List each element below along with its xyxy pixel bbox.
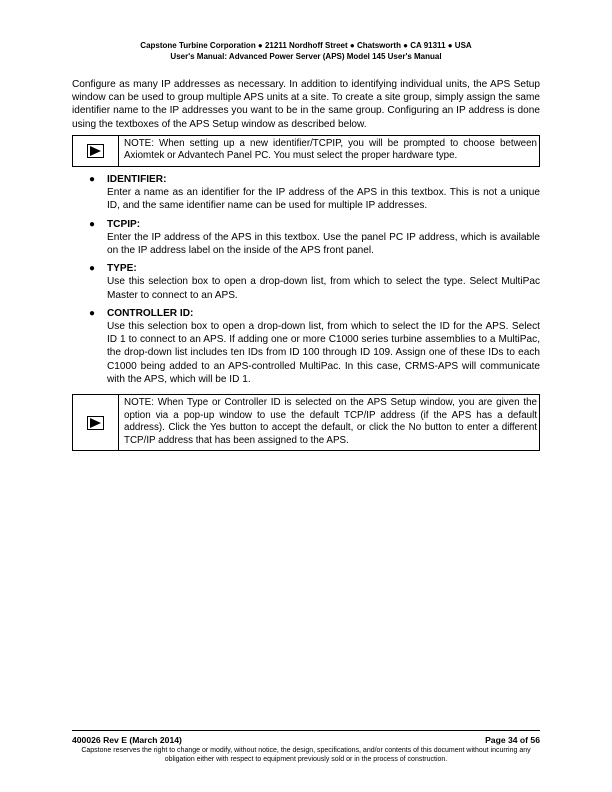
- note-text: NOTE: When setting up a new identifier/TCPIP, you will be prompted to choose between Axiomtek or Advantech Panel PC. You must select the proper hardware type.: [124, 137, 537, 162]
- document-number: 400026 Rev E (March 2014): [72, 735, 182, 745]
- arrow-right-icon: [87, 416, 104, 430]
- intro-paragraph: Configure as many IP addresses as necessary. In addition to identifying individual units, the APS Setup window can be used to group multiple APS units at a site. To create a site group, simply assign the same identifier name to the IP addresses you want to be in the same group. Configuring an IP address is done using the textboxes of the APS Setup window as described below.: [72, 79, 540, 130]
- note-icon-cell: [73, 136, 119, 166]
- note-icon-cell: [73, 395, 119, 450]
- footer-row: [72, 735, 540, 745]
- bullet-icon: ●: [89, 218, 96, 230]
- list-item-description: Use this selection box to open a drop-down list, from which to select the type. Select MultiPac Master to connect to an APS.: [107, 276, 540, 301]
- list-item-description: Enter the IP address of the APS in this textbox. Use the panel PC IP address, which is available on the IP address label on the inside of the APS front panel.: [107, 231, 540, 257]
- note-box-hardware: [72, 135, 540, 167]
- page-header: [72, 40, 540, 62]
- page-footer: [72, 730, 540, 764]
- footer-disclaimer: Capstone reserves the right to change or modify, without notice, the design, specifications, and/or contents of this document without incurring any obligation either with respect to equipment previously sold or in the process of construction.: [81, 747, 531, 763]
- list-item-title: TYPE:: [107, 263, 137, 275]
- bullet-icon: ●: [89, 263, 96, 275]
- bullet-icon: ●: [89, 174, 96, 185]
- list-item: [72, 173, 540, 213]
- page-number: Page 34 of 56: [485, 735, 540, 745]
- list-item-title: IDENTIFIER:: [107, 174, 167, 185]
- note-text: NOTE: When Type or Controller ID is selected on the APS Setup window, you are given the option via a pop-up window to use the default TCP/IP address (if the APS has a default address). Click the Yes button to accept the default, or click the No button to enter a different TCP/IP address that has been assigned to the APS.: [124, 397, 537, 446]
- list-item: [72, 218, 540, 258]
- list-item-description: Use this selection box to open a drop-down list, from which to select the ID for the APS. Select ID 1 to connect to an APS. If adding one or more C1000 series turbine assemblies to a MultiPac, the drop-down list includes ten IDs from ID 100 through ID 109. Assign one of these IDs to each C1000 being added to an APS-controlled MultiPac. In this case, CRMS-APS will communicate with the APS, which will be ID 1.: [107, 321, 540, 385]
- list-item-title: TCPIP:: [107, 218, 141, 230]
- list-item-description: Enter a name as an identifier for the IP address of the APS in this textbox. This is not a unique ID, and the same identifier name can be used for multiple IP addresses.: [107, 187, 540, 212]
- arrow-right-icon: [87, 144, 104, 158]
- header-manual-title: User's Manual: Advanced Power Server (APS) Model 145 User's Manual: [170, 52, 442, 61]
- list-item: [72, 307, 540, 386]
- bullet-icon: ●: [89, 307, 96, 319]
- header-company-line: Capstone Turbine Corporation ● 21211 Nordhoff Street ● Chatsworth ● CA 91311 ● USA: [140, 41, 472, 50]
- page-body: [72, 78, 540, 451]
- note-box-tcpip: [72, 394, 540, 451]
- list-item-title: CONTROLLER ID:: [107, 307, 194, 319]
- field-list: [72, 173, 540, 386]
- list-item: [72, 262, 540, 302]
